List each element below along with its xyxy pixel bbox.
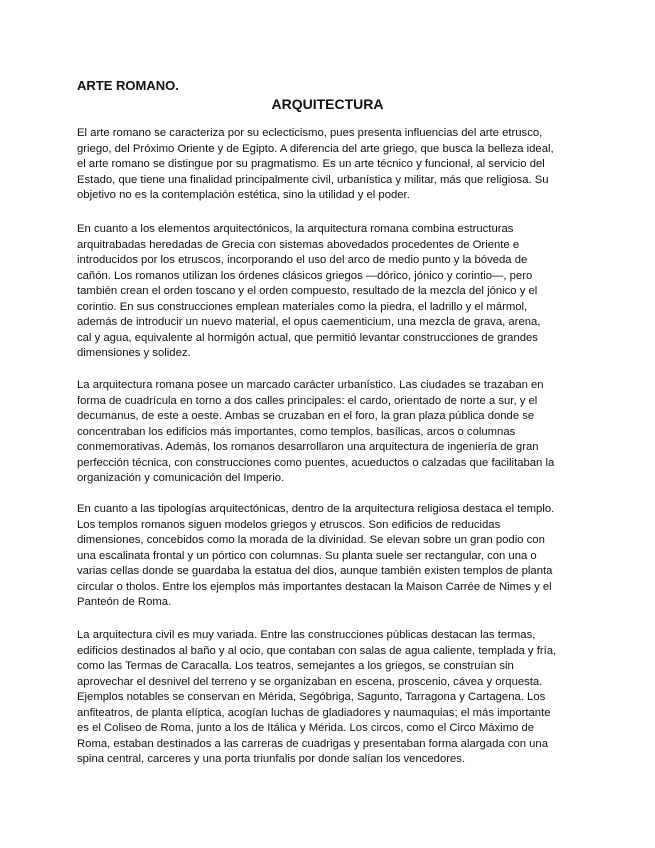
text-line: perfección técnica, con construcciones como puentes, acueductos o calzadas que facilitaban la [77, 456, 555, 469]
text-line: cal y agua, equivalente al hormigón actual, que permitió levantar construcciones de grandes [77, 331, 538, 344]
text-line: Panteón de Roma. [77, 596, 172, 608]
text-line: dimensiones, concebidos como la morada de la divinidad. Se elevan sobre un gran podio con [77, 534, 545, 546]
text-line: Ejemplos notables se conservan en Mérida, Segóbriga, Sagunto, Tarragona y Cartagena. Los [77, 691, 546, 703]
text-line: El arte romano se caracteriza por su eclecticismo, pues presenta influencias del arte etrusco, [77, 127, 543, 139]
text-line: cañón. Los romanos utilizan los órdenes clásicos griegos —dórico, jónico y corintio—, pero [77, 269, 533, 282]
text-line: En cuanto a los elementos arquitectónicos, la arquitectura romana combina estructuras [77, 223, 514, 235]
text-line: Estado, que tiene una finalidad principalmente civil, urbanística y militar, más que religiosa. Su [77, 173, 549, 186]
paragraph-religious [77, 502, 577, 611]
text-line: forma de cuadrícula en torno a dos calles principales: el cardo, orientado de norte a sur, y el [77, 394, 538, 407]
text-line: una escalinata frontal y un pórtico con columnas. Su planta suele ser rectangular, con una o [77, 549, 537, 562]
text-line: organización y comunicación del Imperio. [77, 472, 285, 484]
text-line: Roma, estaban destinados a las carreras de cuadrigas y presentaban forma alargada con una [77, 737, 548, 750]
text-line: aprovechar el desnivel del terreno y se organizaban en escena, proscenio, cávea y orquesta. [77, 675, 543, 688]
paragraph-intro [77, 126, 577, 204]
text-line: arquitrabadas heredadas de Grecia con sistemas abovedados procedentes de Oriente e [77, 238, 520, 251]
text-line: edificios destinados al baño y al ocio, que contaban con salas de agua caliente, templada y fría, [77, 644, 557, 657]
paragraph-elements [77, 222, 577, 362]
text-line: conmemorativas. Además, los romanos desarrollaron una arquitectura de ingeniería de gran [77, 441, 539, 453]
paragraph-civil [77, 628, 577, 768]
text-line: además de introducir un nuevo material, el opus caementicium, una mezcla de grava, arena, [77, 316, 541, 328]
text-line: griego, del Próximo Oriente y de Egipto. A diferencia del arte griego, que busca la belleza ideal, [77, 142, 554, 155]
text-line: La arquitectura romana posee un marcado carácter urbanístico. Las ciudades se trazaban en [77, 379, 544, 391]
text-line: Los templos romanos siguen modelos griegos y etruscos. Son edificios de reducidas [77, 518, 501, 531]
text-line: anfiteatros, de planta elíptica, acogían luchas de gladiadores y naumaquias; el más importante [77, 706, 551, 719]
text-line: decumanus, de este a oeste. Ambas se cruzaban en el foro, la gran plaza pública donde se [77, 410, 535, 422]
text-line: el arte romano se distingue por su pragmatismo. Es un arte técnico y funcional, al servicio del [77, 158, 545, 170]
text-line: varias cellas donde se guardaba la estatua del dios, aunque también existen templos de planta [77, 565, 553, 577]
text-line: introducidos por los etruscos, incorporando el uso del arco de medio punto y la bóveda de [77, 254, 528, 266]
text-line: dimensiones y solidez. [77, 347, 191, 359]
text-line: spina central, carceres y una porta triunfalis por donde salían los vencedores. [77, 753, 466, 765]
text-line: concentraban los edificios más importantes, como templos, basílicas, arcos o columnas [77, 425, 516, 438]
document-heading: ARTE ROMANO. [77, 78, 179, 93]
text-line: circular o tholos. Entre los ejemplos más importantes destacan la Maison Carrée de Nimes y el [77, 580, 552, 593]
text-line: En cuanto a las tipologías arquitectónicas, dentro de la arquitectura religiosa destaca el templo. [77, 503, 555, 515]
text-line: objetivo no es la contemplación estética, sino la utilidad y el poder. [77, 189, 410, 201]
text-line: como las Termas de Caracalla. Los teatros, semejantes a los griegos, se construían sin [77, 660, 514, 672]
text-line: también crean el orden toscano y el orden compuesto, resultado de la mezcla del jónico y el [77, 285, 538, 297]
section-title: ARQUITECTURA [271, 96, 384, 112]
text-line: es el Coliseo de Roma, junto a los de Itálica y Mérida. Los circos, como el Circo Máximo de [77, 722, 535, 734]
paragraph-urbanism [77, 378, 577, 487]
text-line: La arquitectura civil es muy variada. Entre las construcciones públicas destacan las termas, [77, 629, 536, 641]
text-line: corintio. En sus construcciones emplean materiales como la piedra, el ladrillo y el mármol, [77, 300, 528, 313]
